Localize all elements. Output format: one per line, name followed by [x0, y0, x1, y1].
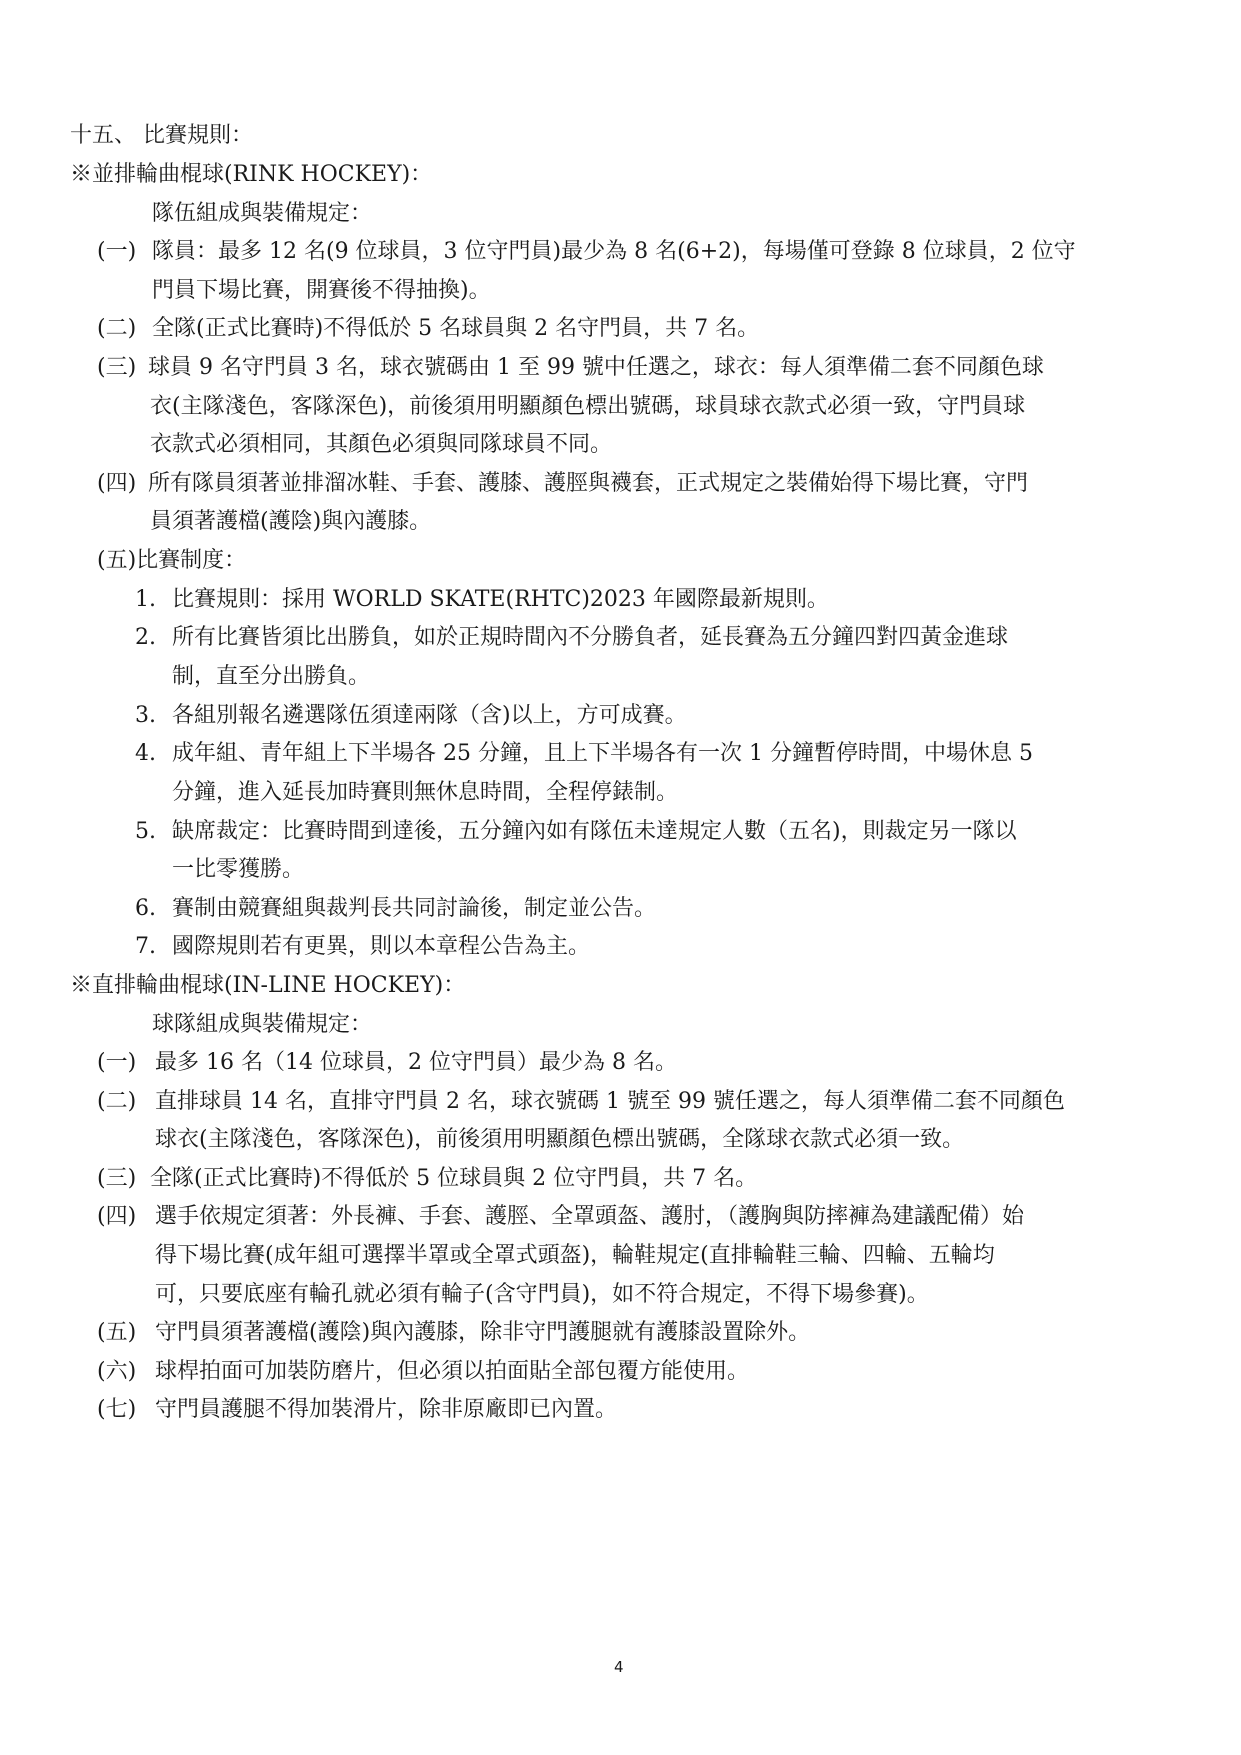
- list-item-line: 直排球員 14 名，直排守門員 2 名，球衣號碼 1 號至 99 號任選之，每人須準備二套不同顏色: [155, 1089, 1065, 1114]
- rink-team-heading: 隊伍組成與裝備規定：: [152, 201, 373, 226]
- list-item-line: 球員 9 名守門員 3 名，球衣號碼由 1 至 99 號中任選之，球衣：每人須準備二套不同顏色球: [148, 355, 1044, 380]
- list-marker: 3.: [135, 703, 156, 728]
- system-heading: (五)比賽制度：: [97, 548, 247, 573]
- list-item-line: 分鐘，進入延長加時賽則無休息時間，全程停錶制。: [172, 780, 679, 805]
- list-marker: (五): [97, 1320, 137, 1345]
- list-marker: 5.: [135, 819, 156, 844]
- list-item-line: 球衣(主隊淺色，客隊深色)，前後須用明顯顏色標出號碼，全隊球衣款式必須一致。: [155, 1127, 965, 1152]
- list-marker: (六): [97, 1359, 137, 1384]
- list-marker: 2.: [135, 625, 156, 650]
- list-item-line: 成年組、青年組上下半場各 25 分鐘，且上下半場各有一次 1 分鐘暫停時間，中場休息 5: [172, 741, 1033, 766]
- list-item-line: 賽制由競賽組與裁判長共同討論後，制定並公告。: [172, 896, 657, 921]
- list-marker: (三): [97, 1166, 137, 1191]
- list-item-line: 守門員護腿不得加裝滑片，除非原廠即已內置。: [155, 1397, 618, 1422]
- section-title: 十五、 比賽規則：: [70, 123, 253, 148]
- list-item-line: 比賽規則：採用 WORLD SKATE(RHTC)2023 年國際最新規則。: [172, 587, 829, 612]
- list-marker: (二): [97, 316, 137, 341]
- list-item-line: 衣(主隊淺色，客隊深色)，前後須用明顯顏色標出號碼，球員球衣款式必須一致，守門員球: [150, 394, 1026, 419]
- list-item-line: 一比零獲勝。: [172, 857, 305, 882]
- list-item-line: 所有比賽皆須比出勝負，如於正規時間內不分勝負者，延長賽為五分鐘四對四黃金進球: [172, 625, 1009, 650]
- list-marker: 1.: [135, 587, 156, 612]
- list-item-line: 選手依規定須著：外長褲、手套、護脛、全罩頭盔、護肘，（護胸與防摔褲為建議配備）始: [155, 1204, 1025, 1229]
- list-item-line: 球桿拍面可加裝防磨片，但必須以拍面貼全部包覆方能使用。: [155, 1359, 750, 1384]
- list-marker: 6.: [135, 896, 156, 921]
- list-item-line: 最多 16 名（14 位球員，2 位守門員）最少為 8 名。: [155, 1050, 677, 1075]
- rink-hockey-title: ※並排輪曲棍球(RINK HOCKEY)：: [70, 162, 433, 187]
- page-number: 4: [614, 1658, 624, 1676]
- list-marker: 7.: [135, 934, 156, 959]
- list-item-line: 隊員：最多 12 名(9 位球員，3 位守門員)最少為 8 名(6+2)，每場僅可登錄 8 位球員，2 位守: [152, 239, 1076, 264]
- list-item-line: 所有隊員須著並排溜冰鞋、手套、護膝、護脛與襪套，正式規定之裝備始得下場比賽，守門: [148, 471, 1029, 496]
- list-item-line: 得下場比賽(成年組可選擇半罩或全罩式頭盔)，輪鞋規定(直排輪鞋三輪、四輪、五輪均: [155, 1243, 995, 1268]
- list-item-line: 各組別報名遴選隊伍須達兩隊（含)以上，方可成賽。: [172, 703, 687, 728]
- list-marker: (四): [97, 1204, 137, 1229]
- list-item-line: 國際規則若有更異，則以本章程公告為主。: [172, 934, 591, 959]
- list-item-line: 缺席裁定：比賽時間到達後，五分鐘內如有隊伍未達規定人數（五名)，則裁定另一隊以: [172, 819, 1017, 844]
- list-marker: (一): [97, 239, 137, 264]
- list-item-line: 可，只要底座有輪孔就必須有輪子(含守門員)，如不符合規定，不得下場參賽)。: [155, 1282, 929, 1307]
- list-marker: (二): [97, 1089, 137, 1114]
- list-item-line: 門員下場比賽，開賽後不得抽換)。: [152, 278, 491, 303]
- inline-team-heading: 球隊組成與裝備規定：: [152, 1012, 373, 1037]
- list-item-line: 守門員須著護檔(護陰)與內護膝，除非守門護腿就有護膝設置除外。: [155, 1320, 811, 1345]
- list-item-line: 全隊(正式比賽時)不得低於 5 名球員與 2 名守門員，共 7 名。: [152, 316, 760, 341]
- list-marker: (一): [97, 1050, 137, 1075]
- list-item-line: 全隊(正式比賽時)不得低於 5 位球員與 2 位守門員，共 7 名。: [150, 1166, 758, 1191]
- list-item-line: 衣款式必須相同，其顏色必須與同隊球員不同。: [150, 432, 613, 457]
- list-marker: 4.: [135, 741, 156, 766]
- inline-hockey-title: ※直排輪曲棍球(IN-LINE HOCKEY)：: [70, 973, 466, 998]
- list-marker: (七): [97, 1397, 137, 1422]
- list-marker: (三): [97, 355, 137, 380]
- list-marker: (四): [97, 471, 137, 496]
- list-item-line: 員須著護檔(護陰)與內護膝。: [150, 509, 432, 534]
- list-item-line: 制，直至分出勝負。: [172, 664, 371, 689]
